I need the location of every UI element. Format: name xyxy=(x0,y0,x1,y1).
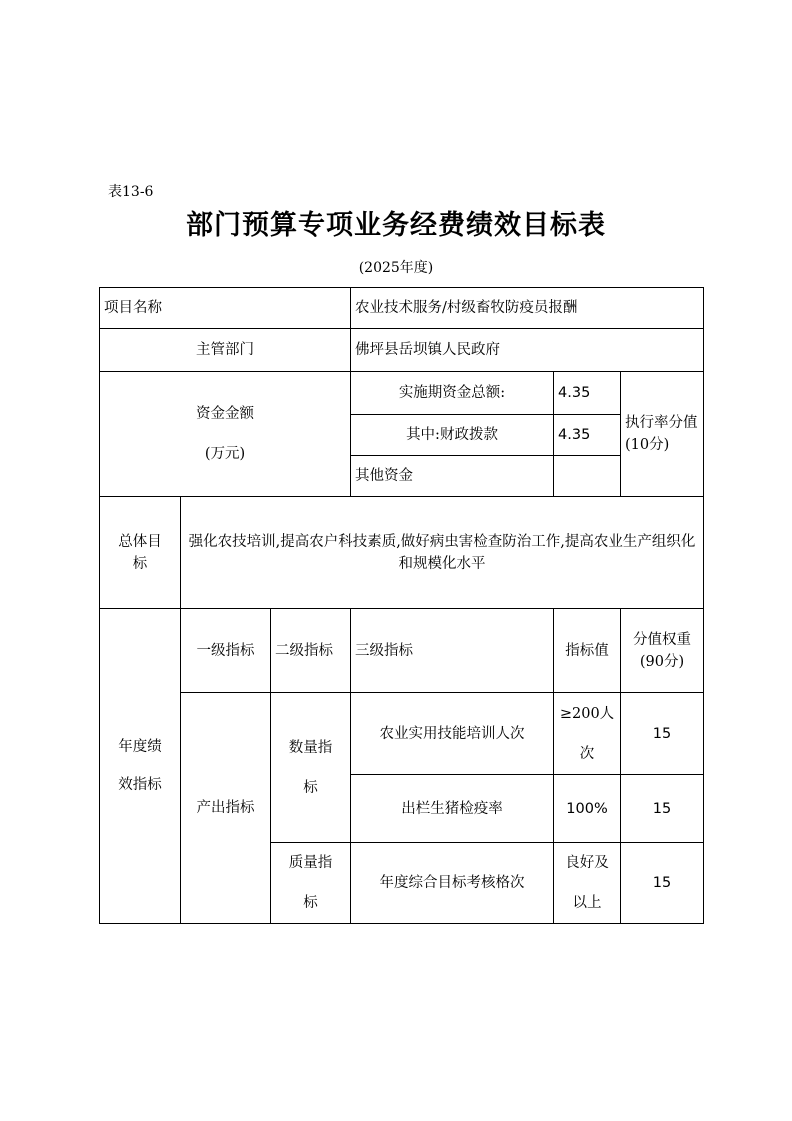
header-weight: 分值权重(90分) xyxy=(621,609,704,693)
total-funds-label: 实施期资金总额: xyxy=(351,372,554,415)
annual-indicators-label: 年度绩效指标 xyxy=(100,609,181,924)
indicator-weight-1: 15 xyxy=(621,775,704,843)
indicator-value-1: 100% xyxy=(554,775,621,843)
header-level3: 三级指标 xyxy=(351,609,554,693)
indicator-weight-2: 15 xyxy=(621,843,704,924)
quality-indicator-label: 质量指标 xyxy=(271,843,351,924)
header-value: 指标值 xyxy=(554,609,621,693)
overall-goal-label: 总体目标 xyxy=(100,497,181,609)
indicator-value-2: 良好及以上 xyxy=(554,843,621,924)
indicator-weight-0: 15 xyxy=(621,693,704,775)
funds-label: 资金金额 xyxy=(196,406,254,422)
quantity-indicator-label: 数量指标 xyxy=(271,693,351,843)
fiscal-funds-value: 4.35 xyxy=(554,415,621,456)
dept-value: 佛坪县岳坝镇人民政府 xyxy=(351,329,704,372)
header-level2: 二级指标 xyxy=(271,609,351,693)
output-indicator-label: 产出指标 xyxy=(181,693,271,924)
other-funds-value xyxy=(554,456,621,497)
overall-goal-text: 强化农技培训,提高农户科技素质,做好病虫害检查防治工作,提高农业生产组织化和规模化水平 xyxy=(181,497,704,609)
exec-rate-label: 执行率分值(10分) xyxy=(621,372,704,497)
other-funds-label: 其他资金 xyxy=(351,456,554,497)
project-name-value: 农业技术服务/村级畜牧防疫员报酬 xyxy=(351,288,704,329)
project-name-label: 项目名称 xyxy=(100,288,351,329)
dept-label: 主管部门 xyxy=(100,329,351,372)
indicator-name-2: 年度综合目标考核格次 xyxy=(351,843,554,924)
fiscal-funds-label: 其中:财政拨款 xyxy=(351,415,554,456)
performance-table xyxy=(99,287,704,924)
funds-unit: (万元) xyxy=(204,446,246,462)
indicator-value-0: ≥200人次 xyxy=(554,693,621,775)
page-title: 部门预算专项业务经费绩效目标表 xyxy=(186,210,606,241)
year-label: (2025年度) xyxy=(358,260,434,276)
funds-label-cell xyxy=(100,372,351,497)
header-level1: 一级指标 xyxy=(181,609,271,693)
indicator-name-0: 农业实用技能培训人次 xyxy=(351,693,554,775)
total-funds-value: 4.35 xyxy=(554,372,621,415)
indicator-name-1: 出栏生猪检疫率 xyxy=(351,775,554,843)
table-number: 表13-6 xyxy=(108,184,154,200)
